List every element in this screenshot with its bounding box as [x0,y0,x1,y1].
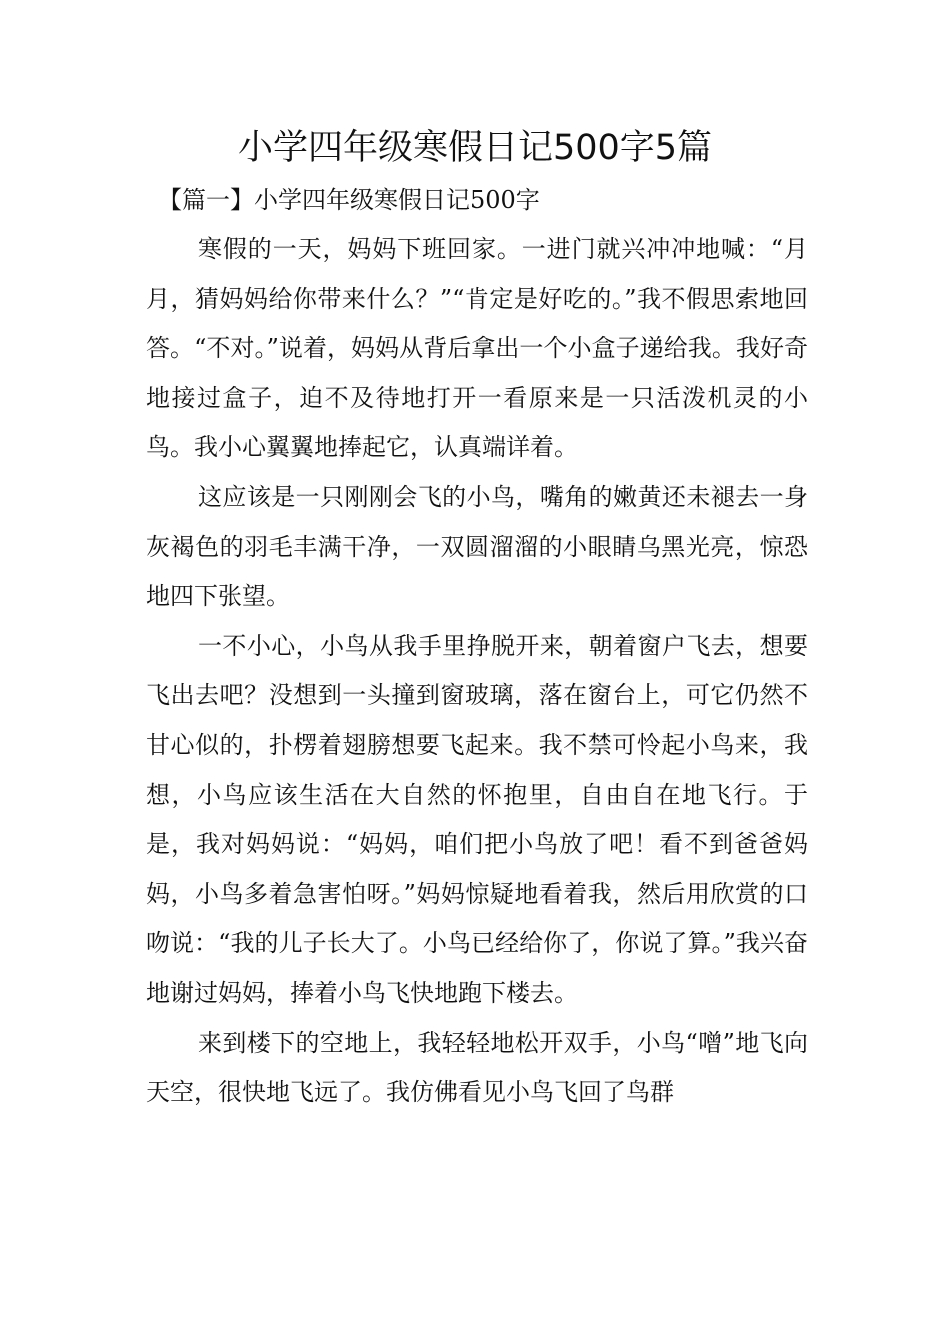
paragraph-3: 一不小心，小鸟从我手里挣脱开来，朝着窗户飞去，想要飞出去吧？没想到一头撞到窗玻璃，落在窗台上，可它仍然不甘心似的，扑楞着翅膀想要飞起来。我不禁可怜起小鸟来，我想，小鸟应该生活在大自然的怀抱里，自由自在地飞行。于是，我对妈妈说：“妈妈，咱们把小鸟放了吧！看不到爸爸妈妈，小鸟多着急害怕呀。”妈妈惊疑地看着我，然后用欣赏的口吻说：“我的儿子长大了。小鸟已经给你了，你说了算。”我兴奋地谢过妈妈，捧着小鸟飞快地跑下楼去。 [146,631,808,1007]
document-body [146,225,808,1118]
section-heading: 【篇一】小学四年级寒假日记500字 [158,186,540,214]
paragraph-1: 寒假的一天，妈妈下班回家。一进门就兴冲冲地喊：“月月，猜妈妈给你带来什么？”“肯定是好吃的。”我不假思索地回答。“不对。”说着，妈妈从背后拿出一个小盒子递给我。我好奇地接过盒子，迫不及待地打开一看原来是一只活泼机灵的小鸟。我小心翼翼地捧起它，认真端详着。 [146,235,808,462]
document-title: 小学四年级寒假日记500字5篇 [237,128,713,168]
paragraph-4: 来到楼下的空地上，我轻轻地松开双手，小鸟“噌”地飞向天空，很快地飞远了。我仿佛看见小鸟飞回了鸟群 [146,1028,808,1107]
paragraph-2: 这应该是一只刚刚会飞的小鸟，嘴角的嫩黄还未褪去一身灰褐色的羽毛丰满干净，一双圆溜溜的小眼睛乌黑光亮，惊恐地四下张望。 [146,482,808,611]
